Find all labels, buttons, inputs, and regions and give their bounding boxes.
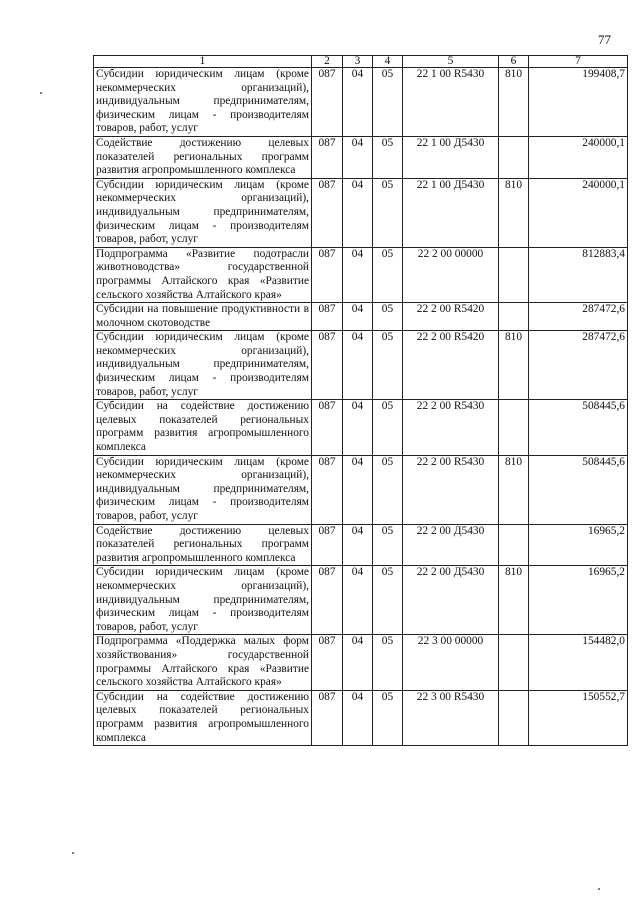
table-row: [94, 566, 628, 635]
column-header: 1: [94, 56, 312, 68]
expense-type-cell: 810: [499, 68, 529, 137]
expense-type-cell: 810: [499, 455, 529, 524]
table-row: [94, 455, 628, 524]
table-row: [94, 635, 628, 690]
table-row: [94, 331, 628, 400]
subsection-cell: 05: [373, 68, 403, 137]
ministry-code-cell: 087: [312, 331, 343, 400]
section-cell: 04: [343, 68, 373, 137]
expense-type-cell: 810: [499, 331, 529, 400]
item-name-cell: Субсидии юридическим лицам (кроме некоммерческих организаций), индивидуальным предпринимателям, физическим лицам - производителям товаров, работ, услуг: [94, 455, 312, 524]
budget-table: [93, 55, 628, 746]
table-header-row: [94, 56, 628, 68]
subsection-cell: 05: [373, 178, 403, 247]
item-name-cell: Субсидии юридическим лицам (кроме некоммерческих организаций), индивидуальным предпринимателям, физическим лицам - производителям товаров, работ, услуг: [94, 566, 312, 635]
section-cell: 04: [343, 690, 373, 745]
expense-type-cell: 810: [499, 178, 529, 247]
expense-type-cell: [499, 690, 529, 745]
item-name-cell: Субсидии юридическим лицам (кроме некоммерческих организаций), индивидуальным предпринимателям, физическим лицам - производителям товаров, работ, услуг: [94, 68, 312, 137]
target-article-cell: 22 2 00 Д5430: [403, 524, 499, 566]
target-article-cell: 22 1 00 R5430: [403, 68, 499, 137]
expense-type-cell: [499, 136, 529, 178]
amount-cell: 16965,2: [529, 566, 628, 635]
subsection-cell: 05: [373, 455, 403, 524]
amount-cell: 508445,6: [529, 455, 628, 524]
amount-cell: 16965,2: [529, 524, 628, 566]
ministry-code-cell: 087: [312, 136, 343, 178]
subsection-cell: 05: [373, 247, 403, 302]
expense-type-cell: [499, 303, 529, 331]
amount-cell: 287472,6: [529, 303, 628, 331]
section-cell: 04: [343, 635, 373, 690]
column-header: 3: [343, 56, 373, 68]
ministry-code-cell: 087: [312, 400, 343, 455]
column-header: 6: [499, 56, 529, 68]
expense-type-cell: 810: [499, 566, 529, 635]
table-row: [94, 68, 628, 137]
scan-speck: [40, 92, 42, 94]
section-cell: 04: [343, 247, 373, 302]
item-name-cell: Субсидии на содействие достижению целевых показателей региональных программ развития агропромышленного комплекса: [94, 690, 312, 745]
ministry-code-cell: 087: [312, 455, 343, 524]
item-name-cell: Содействие достижению целевых показателей региональных программ развития агропромышленного комплекса: [94, 524, 312, 566]
table-row: [94, 247, 628, 302]
item-name-cell: Субсидии юридическим лицам (кроме некоммерческих организаций), индивидуальным предпринимателям, физическим лицам - производителям товаров, работ, услуг: [94, 178, 312, 247]
table-row: [94, 178, 628, 247]
expense-type-cell: [499, 635, 529, 690]
subsection-cell: 05: [373, 690, 403, 745]
section-cell: 04: [343, 136, 373, 178]
scan-speck: [72, 852, 74, 854]
amount-cell: 812883,4: [529, 247, 628, 302]
column-header: 7: [529, 56, 628, 68]
table-row: [94, 400, 628, 455]
column-header: 2: [312, 56, 343, 68]
item-name-cell: Подпрограмма «Развитие подотрасли животноводства» государственной программы Алтайского края «Развитие сельского хозяйства Алтайского края»: [94, 247, 312, 302]
section-cell: 04: [343, 303, 373, 331]
table-row: [94, 303, 628, 331]
subsection-cell: 05: [373, 303, 403, 331]
item-name-cell: Содействие достижению целевых показателей региональных программ развития агропромышленного комплекса: [94, 136, 312, 178]
target-article-cell: 22 2 00 R5420: [403, 303, 499, 331]
target-article-cell: 22 2 00 R5430: [403, 400, 499, 455]
subsection-cell: 05: [373, 635, 403, 690]
amount-cell: 199408,7: [529, 68, 628, 137]
target-article-cell: 22 1 00 Д5430: [403, 136, 499, 178]
ministry-code-cell: 087: [312, 566, 343, 635]
subsection-cell: 05: [373, 566, 403, 635]
amount-cell: 154482,0: [529, 635, 628, 690]
section-cell: 04: [343, 178, 373, 247]
ministry-code-cell: 087: [312, 178, 343, 247]
page-number: 77: [598, 32, 611, 47]
target-article-cell: 22 2 00 Д5430: [403, 566, 499, 635]
item-name-cell: Субсидии юридическим лицам (кроме некоммерческих организаций), индивидуальным предпринимателям, физическим лицам - производителям товаров, работ, услуг: [94, 331, 312, 400]
target-article-cell: 22 1 00 Д5430: [403, 178, 499, 247]
expense-type-cell: [499, 400, 529, 455]
subsection-cell: 05: [373, 400, 403, 455]
target-article-cell: 22 3 00 00000: [403, 635, 499, 690]
ministry-code-cell: 087: [312, 247, 343, 302]
table-row: [94, 690, 628, 745]
column-header: 4: [373, 56, 403, 68]
section-cell: 04: [343, 566, 373, 635]
amount-cell: 508445,6: [529, 400, 628, 455]
subsection-cell: 05: [373, 136, 403, 178]
expense-type-cell: [499, 247, 529, 302]
section-cell: 04: [343, 400, 373, 455]
section-cell: 04: [343, 524, 373, 566]
ministry-code-cell: 087: [312, 635, 343, 690]
subsection-cell: 05: [373, 331, 403, 400]
target-article-cell: 22 2 00 00000: [403, 247, 499, 302]
ministry-code-cell: 087: [312, 303, 343, 331]
target-article-cell: 22 3 00 R5430: [403, 690, 499, 745]
column-header: 5: [403, 56, 499, 68]
item-name-cell: Субсидии на повышение продуктивности в молочном скотоводстве: [94, 303, 312, 331]
table-row: [94, 524, 628, 566]
target-article-cell: 22 2 00 R5420: [403, 331, 499, 400]
amount-cell: 150552,7: [529, 690, 628, 745]
item-name-cell: Субсидии на содействие достижению целевых показателей региональных программ развития агропромышленного комплекса: [94, 400, 312, 455]
amount-cell: 287472,6: [529, 331, 628, 400]
ministry-code-cell: 087: [312, 68, 343, 137]
table-row: [94, 136, 628, 178]
item-name-cell: Подпрограмма «Поддержка малых форм хозяйствования» государственной программы Алтайского края «Развитие сельского хозяйства Алтайского края»: [94, 635, 312, 690]
scan-speck: [598, 888, 600, 890]
ministry-code-cell: 087: [312, 524, 343, 566]
ministry-code-cell: 087: [312, 690, 343, 745]
section-cell: 04: [343, 331, 373, 400]
target-article-cell: 22 2 00 R5430: [403, 455, 499, 524]
expense-type-cell: [499, 524, 529, 566]
amount-cell: 240000,1: [529, 136, 628, 178]
amount-cell: 240000,1: [529, 178, 628, 247]
subsection-cell: 05: [373, 524, 403, 566]
section-cell: 04: [343, 455, 373, 524]
